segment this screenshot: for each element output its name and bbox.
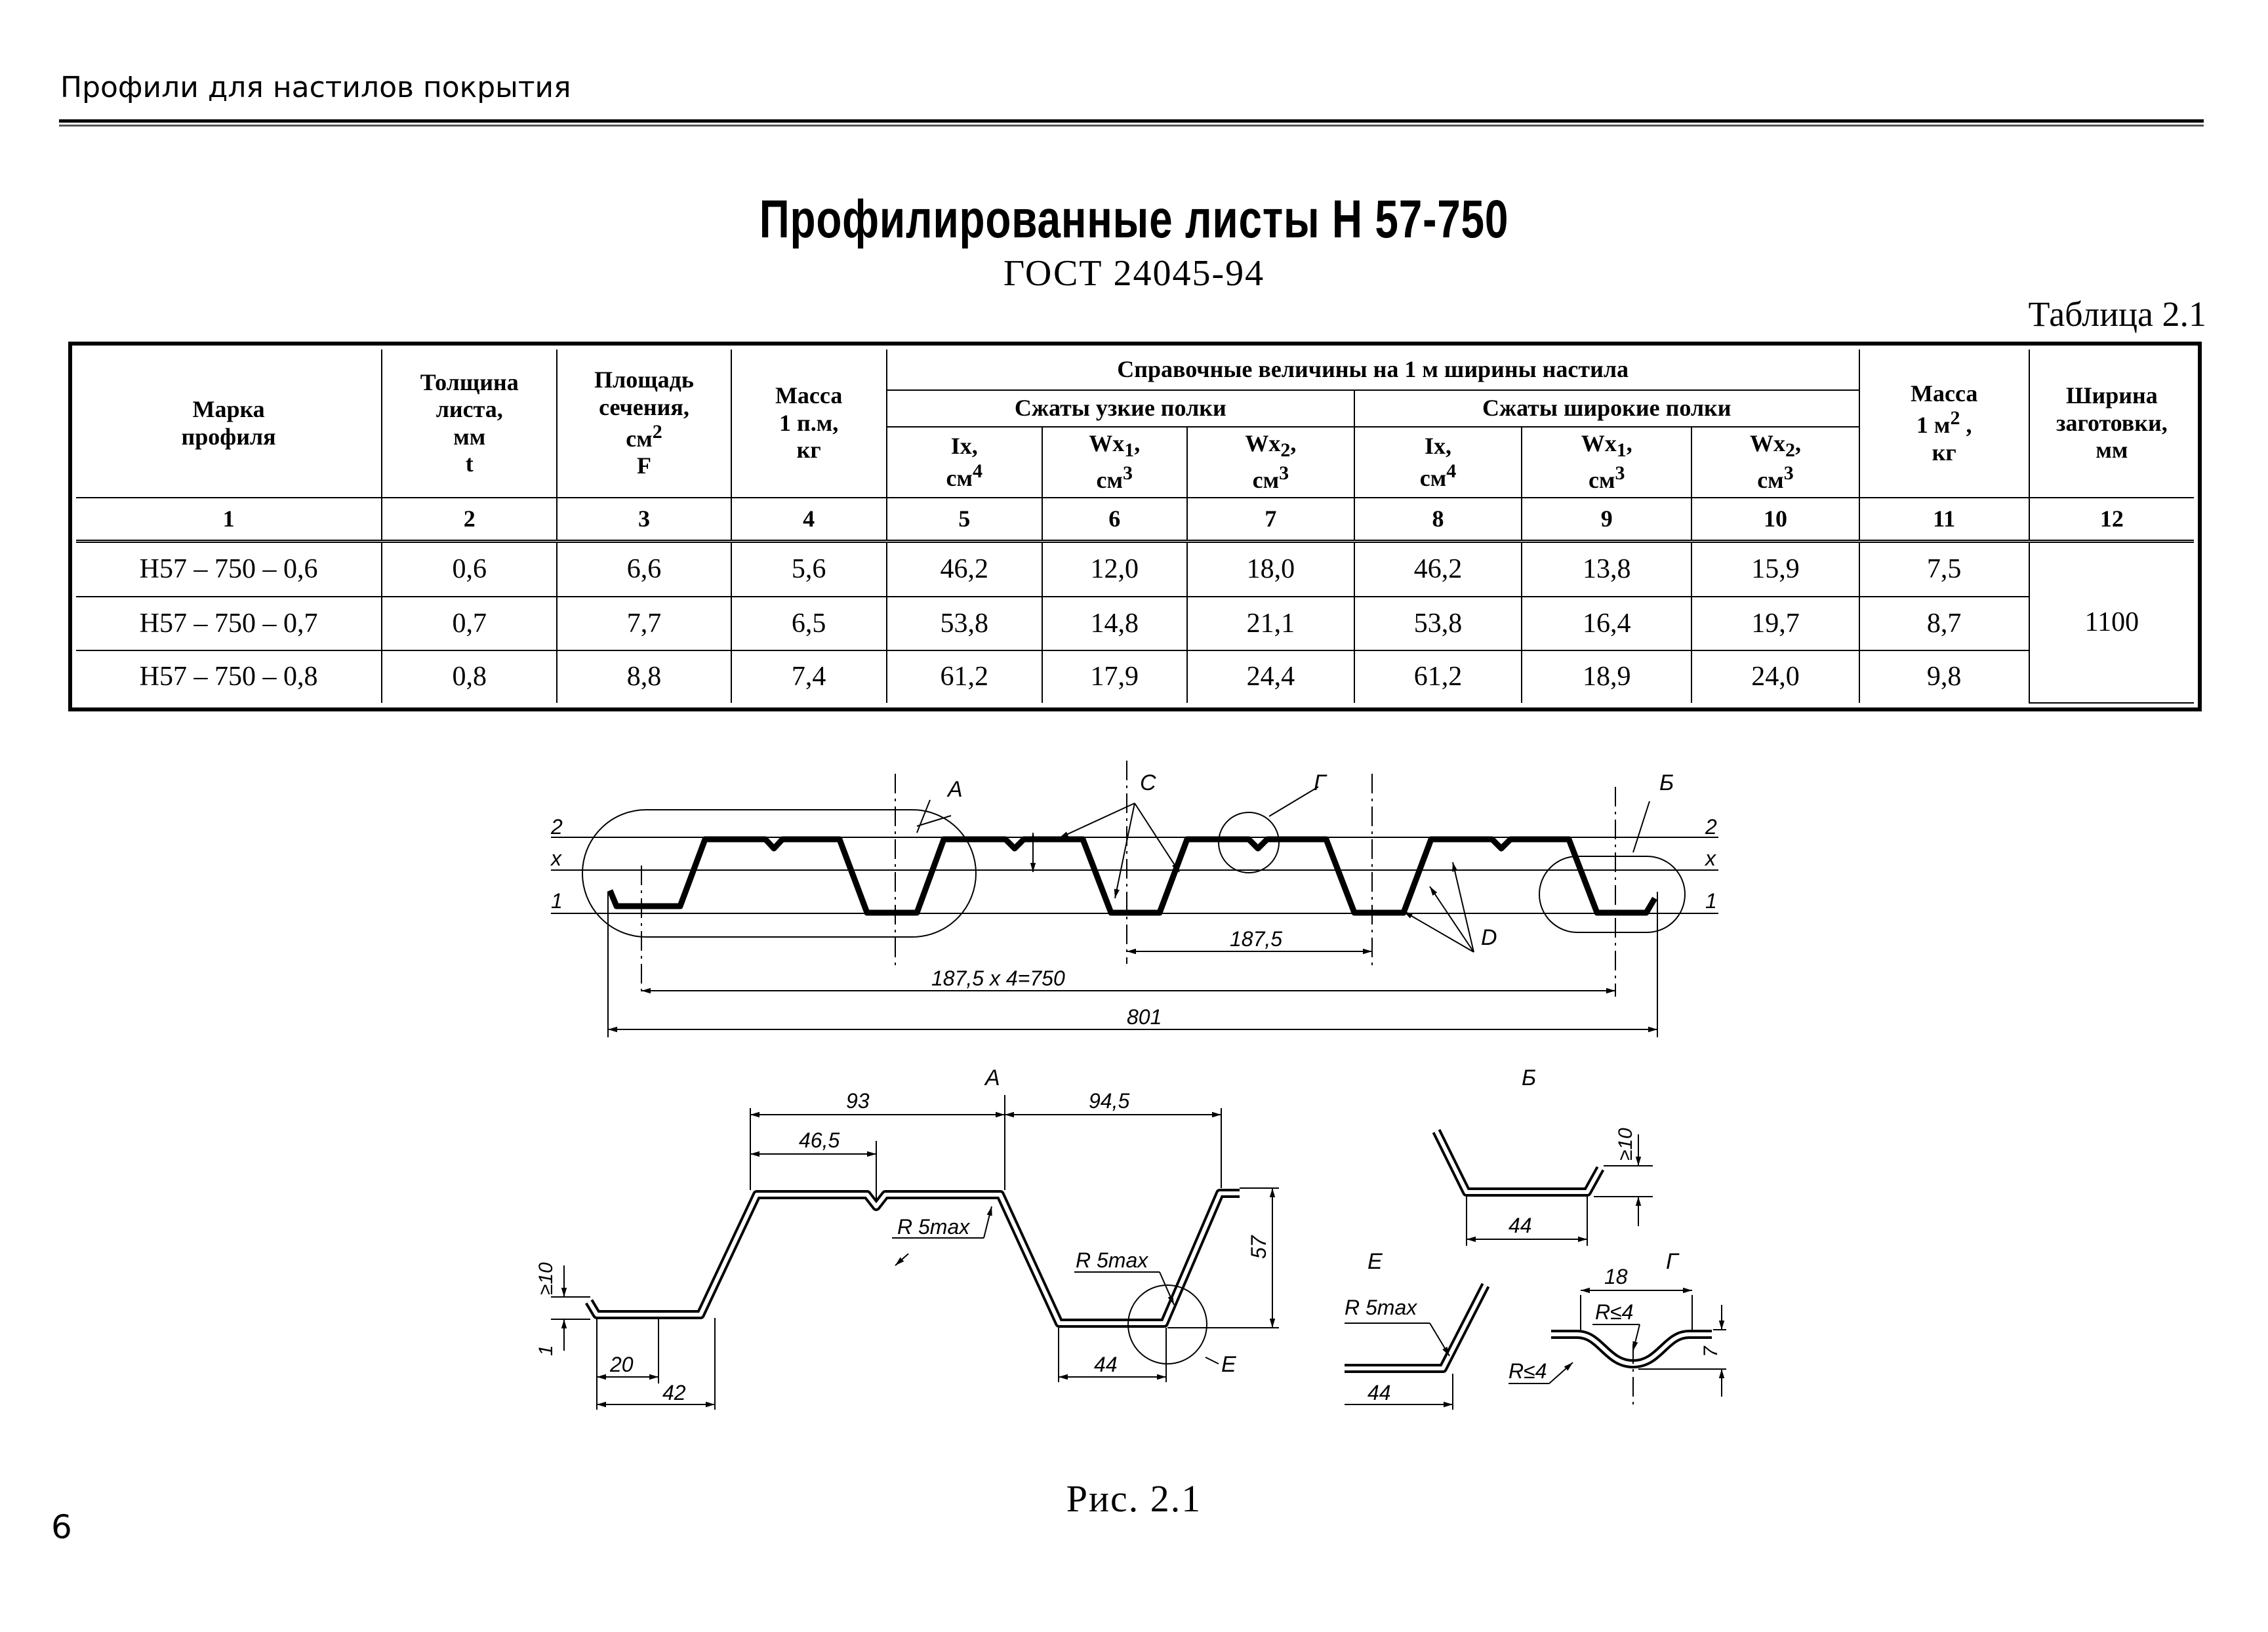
header-ix-wide: Ix, $см^4$	[1354, 427, 1522, 498]
dim-min-10-a: ≥10	[535, 1262, 557, 1295]
detail-e-title: Е	[1367, 1249, 1383, 1274]
cell-mark: Н57 – 750 – 0,7	[76, 597, 382, 650]
detail-g-title: Г	[1666, 1249, 1678, 1274]
cell-thickness: 0,6	[382, 541, 557, 597]
header-mark: Марка профиля	[76, 349, 382, 498]
cell-area: 6,6	[557, 541, 731, 597]
dim-total: 187,5 х 4=750	[931, 966, 1065, 990]
detail-g-profile	[1551, 1334, 1712, 1364]
column-number: 6	[1042, 498, 1187, 541]
cell-wx2-narrow: 21,1	[1187, 597, 1354, 650]
header-wide-flanges: Сжаты широкие полки	[1354, 390, 1859, 427]
cell-thickness: 0,8	[382, 650, 557, 703]
detail-g	[1509, 1249, 1726, 1410]
axis-label-right-2: 2	[1705, 815, 1717, 839]
axis-label-left-2: 2	[551, 815, 563, 839]
cell-mark: Н57 – 750 – 0,6	[76, 541, 382, 597]
dim-44-b: 44	[1509, 1214, 1532, 1237]
callout-b: Б	[1659, 770, 1674, 795]
dim-7: 7	[1700, 1346, 1722, 1357]
callout-c: С	[1140, 770, 1156, 795]
axis-label-left-1: 1	[551, 889, 563, 913]
dim-57: 57	[1247, 1235, 1270, 1259]
cell-mass-pm: 6,5	[731, 597, 887, 650]
column-number: 4	[731, 498, 887, 541]
cell-wx2-wide: 15,9	[1691, 541, 1859, 597]
cell-blank-width: 1100	[2029, 541, 2194, 703]
header-wx2-narrow: $Wx_2$, $см^3$	[1187, 427, 1354, 498]
header-blank-width: Ширина заготовки, мм	[2029, 349, 2194, 498]
column-number: 10	[1691, 498, 1859, 541]
cell-mass-m2: 9,8	[1859, 650, 2029, 703]
detail-e-ref: Е	[1221, 1352, 1236, 1377]
dim-thickness-1: 1	[535, 1345, 557, 1356]
section-title: Профили для настилов покрытия	[60, 71, 571, 104]
header-ix-narrow: Ix, $см^4$	[887, 427, 1042, 498]
dim-93: 93	[846, 1089, 870, 1113]
cell-wx2-narrow: 24,4	[1187, 650, 1354, 703]
cell-area: 8,8	[557, 650, 731, 703]
column-number: 11	[1859, 498, 2029, 541]
detail-a	[535, 1065, 1279, 1410]
cell-mass-pm: 5,6	[731, 541, 887, 597]
axis-label-right-1: 1	[1705, 889, 1717, 913]
cell-wx1-narrow: 17,9	[1042, 650, 1187, 703]
header-wx1-narrow: $Wx_1$, $см^3$	[1042, 427, 1187, 498]
main-title: Профилированные листы Н 57-750	[759, 189, 1509, 249]
cell-ix-wide: 61,2	[1354, 650, 1522, 703]
profile-line	[610, 839, 1655, 913]
radius-label-1: R 5max	[897, 1215, 970, 1239]
dim-46-5: 46,5	[799, 1128, 840, 1152]
cell-wx2-wide: 19,7	[1691, 597, 1859, 650]
dim-42: 42	[662, 1381, 686, 1404]
dim-overall: 801	[1127, 1005, 1162, 1029]
cell-wx2-narrow: 18,0	[1187, 541, 1354, 597]
cell-ix-narrow: 46,2	[887, 541, 1042, 597]
column-number: 9	[1522, 498, 1691, 541]
cell-ix-narrow: 61,2	[887, 650, 1042, 703]
cell-wx1-wide: 13,8	[1522, 541, 1691, 597]
radius-label-2: R 5max	[1076, 1248, 1148, 1272]
callout-g: Г	[1314, 770, 1326, 795]
axis-label-right-x: x	[1705, 846, 1716, 870]
cell-wx1-narrow: 12,0	[1042, 541, 1187, 597]
cell-thickness: 0,7	[382, 597, 557, 650]
radius-bottom: R≤4	[1509, 1359, 1547, 1383]
header-mass-pm: Масса 1 п.м, кг	[731, 349, 887, 498]
cell-ix-narrow: 53,8	[887, 597, 1042, 650]
figure-caption: Рис. 2.1	[1066, 1477, 1202, 1520]
cell-mass-m2: 8,7	[1859, 597, 2029, 650]
dim-44-a: 44	[1094, 1353, 1118, 1376]
page-number: 6	[51, 1508, 72, 1546]
cell-ix-wide: 46,2	[1354, 541, 1522, 597]
detail-b-outline	[1539, 856, 1685, 932]
cell-wx1-narrow: 14,8	[1042, 597, 1187, 650]
cell-mass-m2: 7,5	[1859, 541, 2029, 597]
cell-mass-pm: 7,4	[731, 650, 887, 703]
dim-44-e: 44	[1367, 1381, 1391, 1404]
column-number: 7	[1187, 498, 1354, 541]
detail-a-title: А	[985, 1065, 1000, 1090]
axis-label-left-x: x	[551, 846, 561, 870]
header-reference-group: Справочные величины на 1 м ширины настила	[887, 349, 1859, 390]
column-number: 2	[382, 498, 557, 541]
header-wx2-wide: $Wx_2$, $см^3$	[1691, 427, 1859, 498]
column-number: 3	[557, 498, 731, 541]
cell-ix-wide: 53,8	[1354, 597, 1522, 650]
dim-94-5: 94,5	[1089, 1089, 1130, 1113]
standard-code: ГОСТ 24045-94	[1003, 253, 1265, 294]
cell-wx1-wide: 16,4	[1522, 597, 1691, 650]
detail-b-title: Б	[1522, 1065, 1537, 1090]
dim-18: 18	[1604, 1265, 1628, 1288]
header-narrow-flanges: Сжаты узкие полки	[887, 390, 1354, 427]
radius-top: R≤4	[1595, 1300, 1634, 1324]
column-number: 8	[1354, 498, 1522, 541]
column-number: 1	[76, 498, 382, 541]
dim-20: 20	[610, 1353, 634, 1376]
column-number: 12	[2029, 498, 2194, 541]
detail-e-radius: R 5max	[1345, 1296, 1417, 1319]
column-number: 5	[887, 498, 1042, 541]
table-label: Таблица 2.1	[2028, 294, 2206, 334]
dim-pitch: 187,5	[1230, 927, 1283, 951]
callout-d: D	[1481, 925, 1497, 950]
cell-wx2-wide: 24,0	[1691, 650, 1859, 703]
cell-area: 7,7	[557, 597, 731, 650]
cell-mark: Н57 – 750 – 0,8	[76, 650, 382, 703]
dim-min-10-b: ≥10	[1615, 1128, 1636, 1161]
cell-wx1-wide: 18,9	[1522, 650, 1691, 703]
detail-b	[1436, 1065, 1653, 1246]
header-wx1-wide: $Wx_1$, $см^3$	[1522, 427, 1691, 498]
callout-a: А	[948, 777, 963, 802]
header-mass-m2: Масса 1 $м^2$ , кг	[1859, 349, 2029, 498]
detail-e	[1345, 1249, 1486, 1410]
profile-section	[550, 761, 1718, 1037]
header-area: Площадь сечения, $см^2$ F	[557, 349, 731, 498]
header-thickness: Толщина листа, мм t	[382, 349, 557, 498]
